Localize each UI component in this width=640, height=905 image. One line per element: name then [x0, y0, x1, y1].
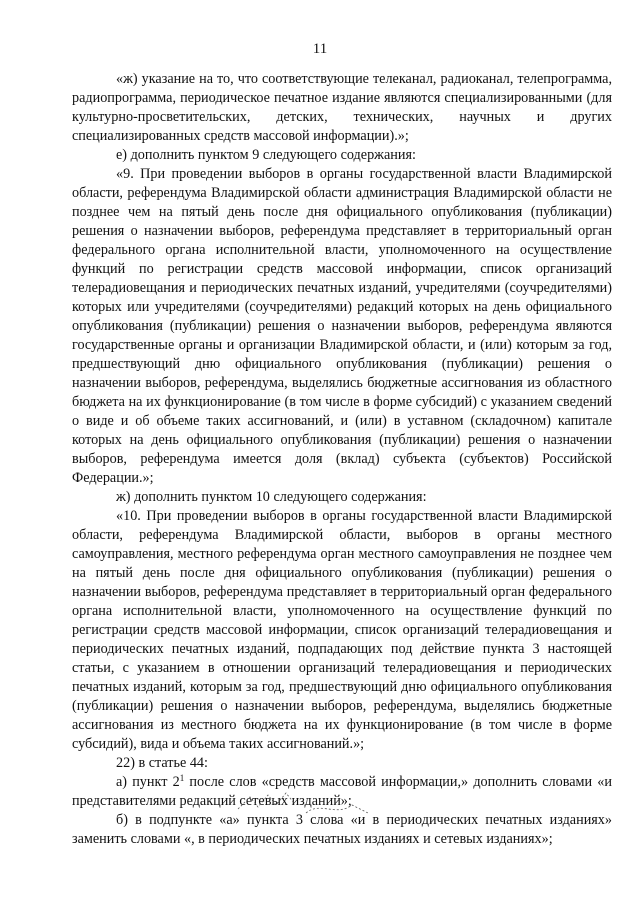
document-body: [72, 70, 612, 849]
paragraph: «9. При проведении выборов в органы государственной власти Владимирской области, референдума Владимирской области администрация Владимирской области не позднее чем на пятый день после дня официального опубликования (публикации) решения о назначении выборов, референдума представляет в территориальный орган федерального органа исполнительной власти, уполномоченного на осуществление функций по регистрации средств массовой информации, список организаций телерадиовещания и периодических печатных изданий, учредителями (соучредителями) которых или учредителями (соучредителями) редакций которых на день официального опубликования (публикации) решения о назначении выборов, референдума являются государственные органы и организации Владимирской области, и (или) которым за год, предшествующий дню официального опубликования (публикации) решения о назначении выборов, референдума, выделялись бюджетные ассигнования из областного бюджета на их функционирование (в том числе в форме субсидий) с указанием сведений о виде и об объеме таких ассигнований, и (или) в уставном (складочном) капитале которых на день официального опубликования (публикации) решения о назначении выборов, референдума имеется доля (вклад) субъекта (субъектов) Российской Федерации.»;: [72, 166, 612, 486]
handwritten-mark: [228, 783, 378, 823]
paragraph-text: а) пункт 2: [116, 774, 180, 790]
page-number: 11: [312, 41, 328, 57]
paragraph: ж) дополнить пунктом 10 следующего содержания:: [116, 489, 427, 505]
paragraph-text: после слов «средств массовой информации,» дополнить словами «и представителями редакций сетевых изданий»;: [72, 774, 612, 809]
paragraph: е) дополнить пунктом 9 следующего содержания:: [116, 147, 416, 163]
paragraph: «10. При проведении выборов в органы государственной власти Владимирской области, референдума Владимирской области, выборов в органы местного самоуправления, местного референдума орган местного самоуправления не позднее чем на пятый день после дня официального опубликования (публикации) решения о назначении выборов, референдума представляет в территориальный орган федерального органа исполнительной власти, уполномоченного на осуществление функций по регистрации средств массовой информации, список организаций телерадиовещания и периодических печатных изданий, подпадающих под действие пункта 3 настоящей статьи, с указанием в отношении организаций телерадиовещания и периодических печатных изданий, которым за год, предшествующий дню официального опубликования (публикации) решения о назначении выборов, референдума, выделялись бюджетные ассигнования из местного бюджета на их функционирование (в том числе в форме субсидий), вида и объема таких ассигнований.»;: [72, 508, 612, 752]
paragraph: 22) в статье 44:: [116, 755, 208, 771]
superscript: 1: [179, 773, 185, 783]
paragraph: «ж) указание на то, что соответствующие телеканал, радиоканал, телепрограмма, радиопрограмма, периодическое печатное издание являются специализированными (для культурно-просветительских, детских, технических, научных и других специализированных средств массовой информации).»;: [72, 71, 612, 144]
paragraph: б) в подпункте «а» пункта 3 слова «и в периодических печатных изданиях» заменить словами «, в периодических печатных изданиях и сетевых изданиях»;: [72, 812, 612, 847]
